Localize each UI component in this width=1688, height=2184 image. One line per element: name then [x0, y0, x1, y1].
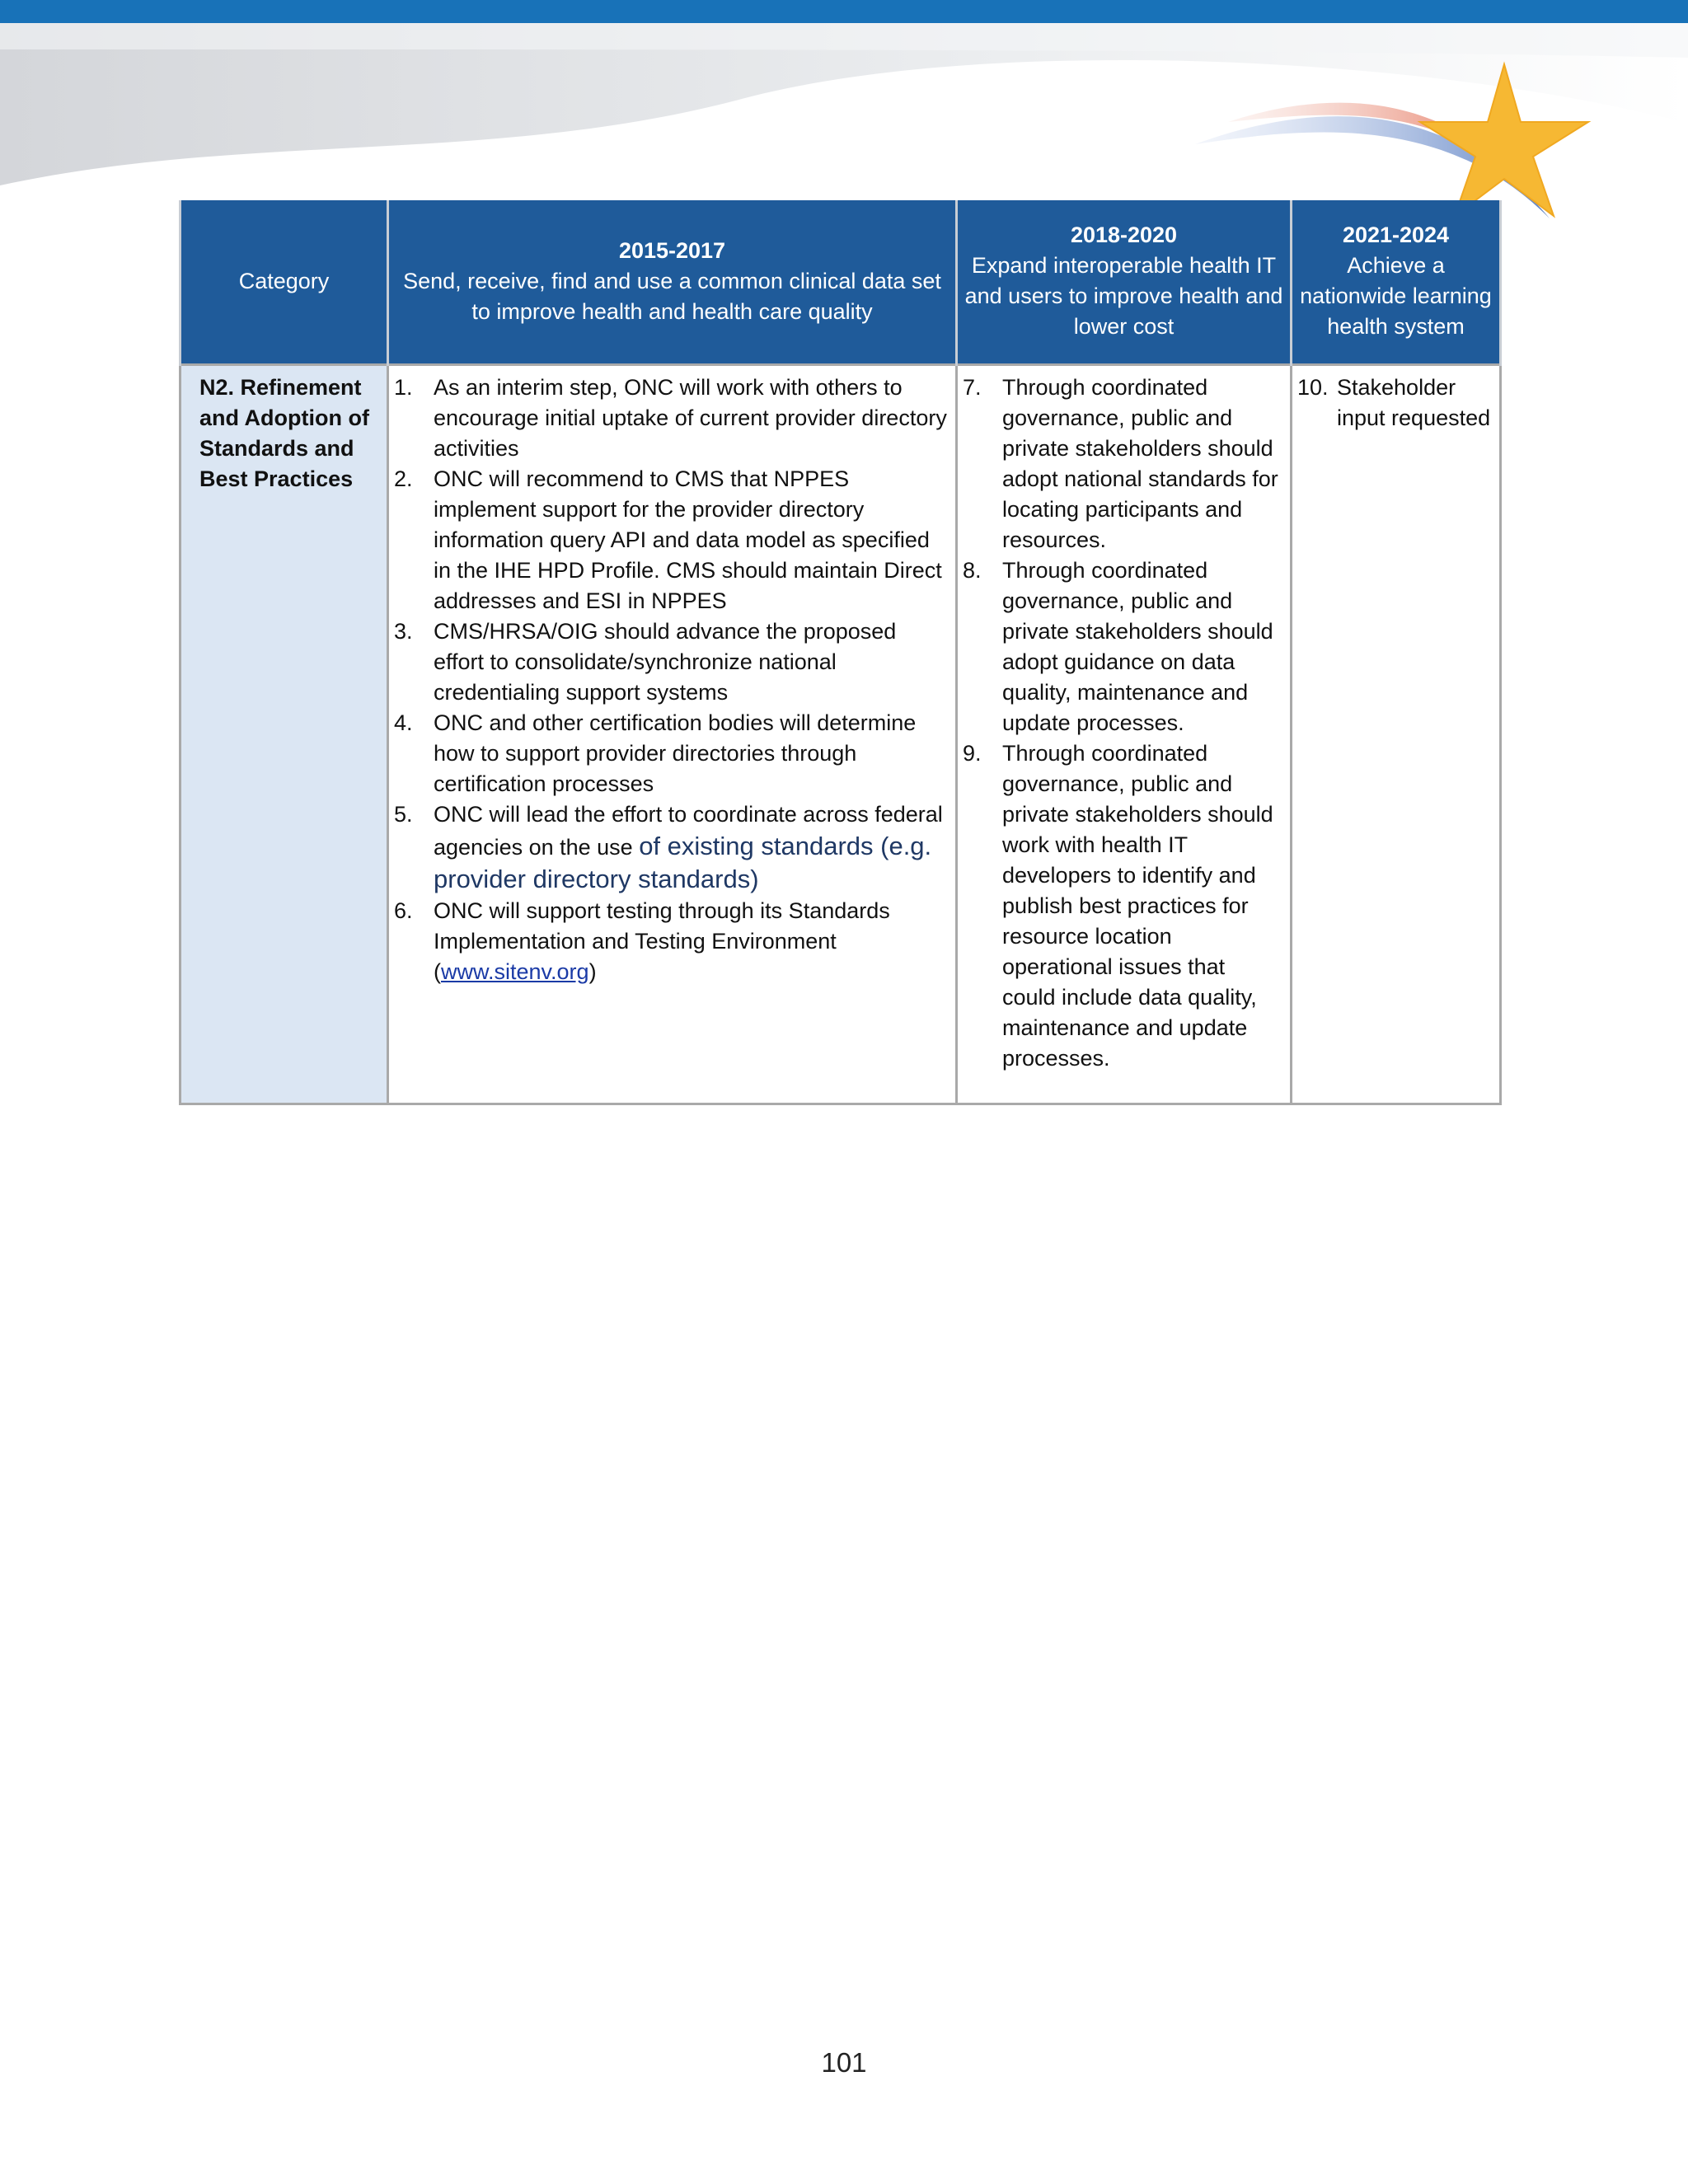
item-text-emphasis: of existing standards (e.g. provider directory standards)	[434, 832, 932, 893]
header-period: 2015-2017	[618, 237, 726, 263]
page-number: 101	[821, 2047, 867, 2078]
item-number: 5.	[394, 802, 413, 827]
action-list	[963, 373, 1282, 1074]
action-list	[1297, 373, 1491, 434]
item-number: 4.	[394, 710, 413, 735]
item-text: As an interim step, ONC will work with others to encourage initial uptake of current provider directory activities	[434, 375, 947, 461]
item-text: Through coordinated governance, public and private stakeholders should work with health IT developers to identify and publish best practices for resource location operational issues that could include data quality, maintenance and update processes.	[1002, 741, 1273, 1071]
header-description: Achieve a nationwide learning health system	[1300, 253, 1492, 339]
header-period: 2018-2020	[1070, 223, 1178, 247]
sitenv-link[interactable]: www.sitenv.org	[441, 959, 589, 984]
header-description: Expand interoperable health IT and users to improve health and lower cost	[964, 253, 1283, 339]
header-description: Send, receive, find and use a common clinical data set to improve health and health care quality	[403, 268, 941, 324]
roadmap-table	[179, 200, 1502, 1105]
category-cell: N2. Refinement and Adoption of Standards and Best Practices	[181, 365, 388, 1104]
item-text-part: ONC will support testing through its Standards Implementation and Testing Environment (	[434, 898, 890, 984]
item-text: CMS/HRSA/OIG should advance the proposed effort to consolidate/synchronize national credentialing support systems	[434, 619, 897, 705]
list-item	[394, 616, 947, 708]
item-text: Stakeholder input requested	[1337, 375, 1491, 430]
list-item	[394, 708, 947, 799]
item-text-close: )	[588, 959, 597, 984]
header-category: Category	[181, 200, 388, 365]
header-2021-2024	[1292, 200, 1501, 365]
top-banner-bar	[0, 0, 1688, 23]
list-item	[963, 373, 1282, 555]
action-list	[394, 373, 947, 987]
list-item	[394, 464, 947, 616]
table-header-row	[181, 200, 1501, 365]
list-item	[963, 738, 1282, 1074]
cell-2015-2017	[388, 365, 957, 1104]
header-period: 2021-2024	[1342, 223, 1450, 247]
item-text: ONC will recommend to CMS that NPPES implement support for the provider directory information query API and data model as specified in the IHE HPD Profile. CMS should maintain Direct addresses and ESI in NPPES	[434, 466, 942, 613]
header-2015-2017	[388, 200, 957, 365]
item-number: 1.	[394, 375, 413, 400]
list-item	[963, 555, 1282, 738]
item-number: 9.	[963, 741, 982, 766]
item-number: 6.	[394, 898, 413, 923]
item-text	[434, 896, 947, 987]
item-number: 10.	[1297, 375, 1329, 400]
table-row	[181, 365, 1501, 1104]
cell-2018-2020	[957, 365, 1292, 1104]
item-text: Through coordinated governance, public and private stakeholders should adopt national standards for locating participants and resources.	[1002, 375, 1278, 552]
item-text-part: ONC will lead the effort to coordinate across federal agencies on the use	[434, 802, 943, 860]
item-text	[434, 799, 947, 896]
item-number: 8.	[963, 558, 982, 583]
list-item	[394, 896, 947, 987]
list-item	[394, 799, 947, 896]
item-text: ONC and other certification bodies will determine how to support provider directories through certification processes	[434, 710, 917, 796]
item-number: 3.	[394, 619, 413, 644]
item-text: Through coordinated governance, public and private stakeholders should adopt guidance on data quality, maintenance and update processes.	[1002, 558, 1273, 735]
header-2018-2020	[957, 200, 1292, 365]
list-item	[1297, 373, 1491, 434]
cell-2021-2024	[1292, 365, 1501, 1104]
item-number: 7.	[963, 375, 982, 400]
list-item	[394, 373, 947, 464]
item-number: 2.	[394, 466, 413, 491]
